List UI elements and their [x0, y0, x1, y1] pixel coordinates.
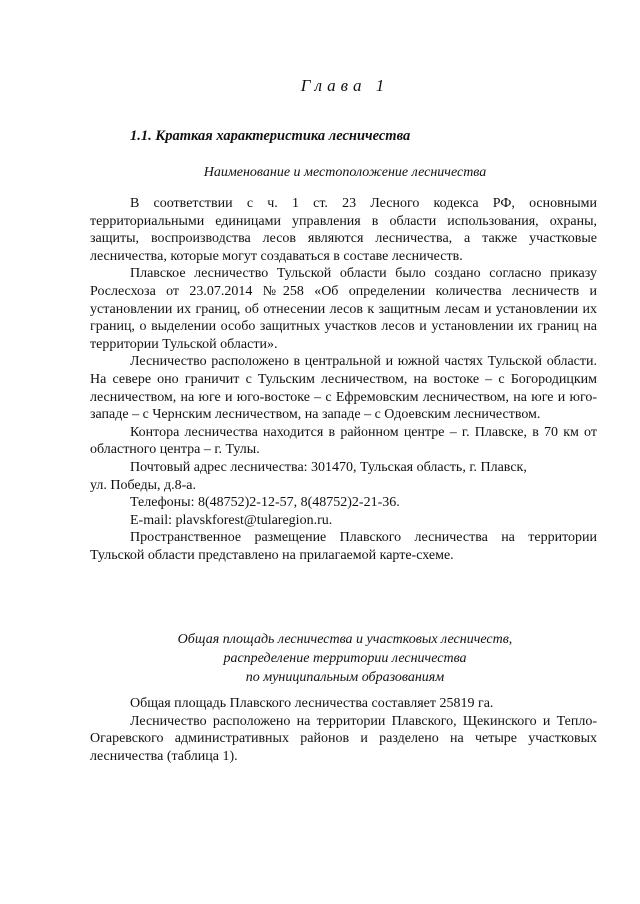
paragraph-total-area: Общая площадь Плавского лесничества составляет 25819 га.	[130, 696, 494, 711]
subtitle-total-area-line-3: по муниципальным образованиям	[245, 670, 445, 685]
body-text-block-2	[90, 695, 597, 765]
subtitle-total-area-line-2: распределение территории лесничества	[223, 651, 467, 666]
paragraph-map-scheme: Пространственное размещение Плавского лесничества на территории Тульской области представлено на прилагаемой карте-схеме.	[90, 530, 597, 563]
chapter-heading: Глава 1	[300, 76, 390, 95]
subtitle-total-area	[0, 630, 640, 687]
postal-address-line-1: Почтовый адрес лесничества: 301470, Тульская область, г. Плавск,	[130, 459, 527, 475]
subtitle-total-area-line-1: Общая площадь лесничества и участковых лесничеств,	[177, 632, 513, 647]
phone-numbers: Телефоны: 8(48752)2-12-57, 8(48752)2-21-36.	[130, 495, 400, 511]
paragraph-districts: Лесничество расположено на территории Плавского, Щекинского и Тепло-Огаревского административных районов и разделено на четыре участковых лесничества (таблица 1).	[90, 713, 597, 764]
paragraph-office-location: Контора лесничества находится в районном центре – г. Плавске, в 70 км от областного центра – г. Тулы.	[90, 424, 597, 458]
body-text-block-1	[90, 195, 597, 564]
paragraph-forest-law: В соответствии с ч. 1 ст. 23 Лесного кодекса РФ, основными территориальными единицами управления в области использования, охраны, защиты, воспроизводства лесов являются лесничества, а также участковые лесничества, которые могут создаваться в составе лесничеств.	[90, 196, 597, 264]
paragraph-creation-order: Плавское лесничество Тульской области было создано согласно приказу Рослесхоза от 23.07.2014 №258 «Об определении количества лесничеств и установлении их границ, об отнесении лесов к защитным лесам и установлении их границ, о выделении особо защитных участков лесов и установлении их границ на территории Тульской области».	[90, 266, 597, 352]
paragraph-location-borders: Лесничество расположено в центральной и южной частях Тульской области. На севере оно граничит с Тульским лесничеством, на востоке – с Богородицким лесничеством, на юге и юго-востоке – с Ефремовским лесничеством, на юге и юго-западе – с Чернским лесничеством, на западе – с Одоевским лесничеством.	[90, 354, 597, 423]
subtitle-name-location: Наименование и местоположение лесничества	[203, 165, 487, 180]
postal-address-line-2: ул. Победы, д.8-а.	[90, 477, 196, 493]
section-title: 1.1. Краткая характеристика лесничества	[130, 128, 411, 144]
email-address: E-mail: plavskforest@tularegion.ru.	[130, 512, 333, 528]
